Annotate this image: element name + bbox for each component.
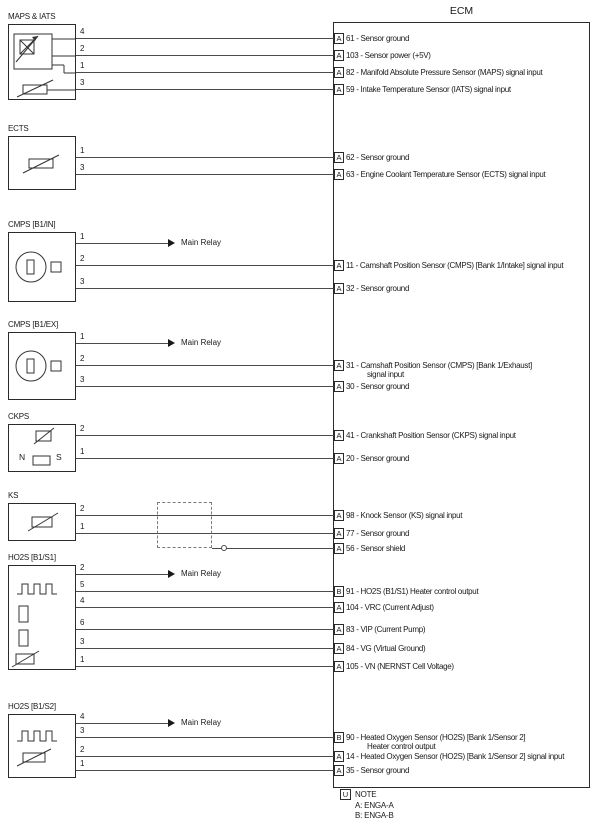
wire-ho2s1-5-b91 <box>76 591 334 592</box>
ecm-pin-a62 <box>334 151 409 163</box>
pin-number: 2 <box>80 424 85 433</box>
wire-ho2s2-relay <box>76 723 168 724</box>
magnet-north-label: N <box>19 452 26 462</box>
ecm-pin-a105 <box>334 660 454 672</box>
pin-label: 104 - VRC (Current Adjust) <box>346 602 434 612</box>
pin-number: 2 <box>80 745 85 754</box>
wire-cmpsin-relay <box>76 243 168 244</box>
pin-label: 63 - Engine Coolant Temperature Sensor (ECTS) signal input <box>346 169 546 179</box>
wire-ects-1-a62 <box>76 157 334 158</box>
connector-letter: B <box>334 732 344 743</box>
ecm-pin-a20 <box>334 452 409 464</box>
ecm-pin-a56 <box>334 542 405 554</box>
wire-maps-1-a82 <box>76 72 334 73</box>
sensor-box-ho2s-s1 <box>8 565 76 670</box>
pin-number: 3 <box>80 163 85 172</box>
ecm-pin-a104 <box>334 601 434 613</box>
connector-letter: A <box>334 169 344 180</box>
note-label: NOTE <box>355 790 377 799</box>
pin-number: 1 <box>80 655 85 664</box>
ecm-pin-a61 <box>334 32 409 44</box>
pin-number: 1 <box>80 522 85 531</box>
sensor-box-ho2s-s2 <box>8 714 76 778</box>
ecm-pin-a77 <box>334 527 409 539</box>
pin-number: 2 <box>80 354 85 363</box>
oxygen-sensor-icon <box>9 715 75 777</box>
main-relay-arrow <box>168 719 175 727</box>
ecm-box <box>333 22 590 788</box>
ecm-pin-a31 <box>334 359 532 371</box>
ecm-pin-a41 <box>334 429 516 441</box>
thermistor-icon <box>9 137 75 189</box>
note-line-a: A: ENGA-A <box>355 801 394 810</box>
connector-letter: A <box>334 381 344 392</box>
main-relay-arrow <box>168 239 175 247</box>
sensor-label-ckps: CKPS <box>8 412 29 421</box>
connector-letter: A <box>334 602 344 613</box>
wire-cmpsin-3-a32 <box>76 288 334 289</box>
wire-ho2s1-3-a84 <box>76 648 334 649</box>
wire-ckps-1-a20 <box>76 458 334 459</box>
pin-label: 11 - Camshaft Position Sensor (CMPS) [Bank 1/Intake] signal input <box>346 260 564 270</box>
sensor-label-ho2s-s2: HO2S [B1/S2] <box>8 702 56 711</box>
pin-number: 1 <box>80 61 85 70</box>
ecm-pin-a35 <box>334 764 409 776</box>
connector-letter: A <box>334 543 344 554</box>
connector-letter: A <box>334 510 344 521</box>
connector-letter: A <box>334 528 344 539</box>
wire-ho2s1-6-a83 <box>76 629 334 630</box>
pin-label: 82 - Manifold Absolute Pressure Sensor (MAPS) signal input <box>346 67 543 77</box>
pin-number: 2 <box>80 563 85 572</box>
connector-letter: A <box>334 751 344 762</box>
main-relay-arrow <box>168 570 175 578</box>
pin-number: 4 <box>80 712 85 721</box>
ecm-pin-a31-line2: signal input <box>367 370 404 379</box>
sensor-label-ho2s-s1: HO2S [B1/S1] <box>8 553 56 562</box>
pin-number: 3 <box>80 78 85 87</box>
wire-maps-4-a61 <box>76 38 334 39</box>
main-relay-arrow <box>168 339 175 347</box>
pin-number: 2 <box>80 254 85 263</box>
main-relay-label: Main Relay <box>181 569 222 578</box>
sensor-label-cmps-ex: CMPS [B1/EX] <box>8 320 59 329</box>
pin-number: 3 <box>80 277 85 286</box>
pin-label: 32 - Sensor ground <box>346 283 410 293</box>
main-relay-label: Main Relay <box>181 238 222 247</box>
pin-number: 1 <box>80 232 85 241</box>
connector-letter: A <box>334 260 344 271</box>
hall-sensor-icon <box>9 233 75 301</box>
wire-maps-2-a103 <box>76 55 334 56</box>
ecm-pin-b91 <box>334 585 478 597</box>
pin-label: 105 - VN (NERNST Cell Voltage) <box>346 661 454 671</box>
pin-label: 77 - Sensor ground <box>346 528 410 538</box>
wire-maps-3-a59 <box>76 89 334 90</box>
ecm-pin-a63 <box>334 168 545 180</box>
main-relay-label: Main Relay <box>181 718 222 727</box>
pin-number: 5 <box>80 580 85 589</box>
note-icon: U <box>340 789 351 800</box>
wire-cmpsex-2-a31 <box>76 365 334 366</box>
wire-ho2s1-4-a104 <box>76 607 334 608</box>
pin-label: 59 - Intake Temperature Sensor (IATS) signal input <box>346 84 511 94</box>
sensor-label-maps-iats: MAPS & IATS <box>8 12 56 21</box>
shield-junction-icon <box>221 545 227 551</box>
wire-ho2s1-relay <box>76 574 168 575</box>
connector-letter: A <box>334 50 344 61</box>
ecm-pin-a59 <box>334 83 511 95</box>
ecm-pin-a14 <box>334 750 564 762</box>
ecm-pin-a11 <box>334 259 563 271</box>
connector-letter: A <box>334 430 344 441</box>
sensor-label-ects: ECTS <box>8 124 29 133</box>
ecm-pin-a103 <box>334 49 431 61</box>
pressure-temp-sensor-icon <box>9 25 75 99</box>
connector-letter: A <box>334 33 344 44</box>
pin-label: 83 - VIP (Current Pump) <box>346 624 426 634</box>
pin-label: 56 - Sensor shield <box>346 543 406 553</box>
sensor-box-ks <box>8 503 76 541</box>
pin-number: 3 <box>80 637 85 646</box>
wire-ho2s2-3-b90 <box>76 737 334 738</box>
sensor-box-ckps <box>8 424 76 472</box>
connector-letter: A <box>334 283 344 294</box>
sensor-box-maps-iats <box>8 24 76 100</box>
connector-letter: A <box>334 765 344 776</box>
ecm-pin-a32 <box>334 282 409 294</box>
connector-letter: B <box>334 586 344 597</box>
pin-number: 6 <box>80 618 85 627</box>
ks-shield-box <box>157 502 212 548</box>
wire-ho2s1-1-a105 <box>76 666 334 667</box>
connector-letter: A <box>334 67 344 78</box>
pin-number: 1 <box>80 759 85 768</box>
connector-letter: A <box>334 661 344 672</box>
sensor-box-cmps-ex <box>8 332 76 400</box>
pin-label: 30 - Sensor ground <box>346 381 410 391</box>
pin-number: 4 <box>80 596 85 605</box>
pin-label: 84 - VG (Virtual Ground) <box>346 643 426 653</box>
wire-cmpsex-3-a30 <box>76 386 334 387</box>
pin-number: 3 <box>80 375 85 384</box>
wire-cmpsex-relay <box>76 343 168 344</box>
ecm-pin-a30 <box>334 380 409 392</box>
sensor-label-ks: KS <box>8 491 19 500</box>
ecm-title: ECM <box>449 5 474 17</box>
connector-letter: A <box>334 643 344 654</box>
connector-letter: A <box>334 624 344 635</box>
magnetic-pickup-icon <box>9 425 75 471</box>
pin-number: 3 <box>80 726 85 735</box>
pin-number: 2 <box>80 504 85 513</box>
sensor-label-cmps-in: CMPS [B1/IN] <box>8 220 56 229</box>
connector-letter: A <box>334 360 344 371</box>
connector-letter: A <box>334 84 344 95</box>
pin-label: 91 - HO2S (B1/S1) Heater control output <box>346 586 479 596</box>
pin-number: 1 <box>80 332 85 341</box>
wire-ho2s2-1-a35 <box>76 770 334 771</box>
wire-ects-3-a63 <box>76 174 334 175</box>
pin-number: 1 <box>80 447 85 456</box>
oxygen-sensor-icon <box>9 566 75 669</box>
pin-label: 61 - Sensor ground <box>346 33 410 43</box>
wire-ckps-2-a41 <box>76 435 334 436</box>
ecm-pin-a84 <box>334 642 425 654</box>
pin-label: 14 - Heated Oxygen Sensor (HO2S) [Bank 1/Sensor 2] signal input <box>346 751 565 761</box>
pin-label: 41 - Crankshaft Position Sensor (CKPS) signal input <box>346 430 516 440</box>
ecm-pin-a83 <box>334 623 425 635</box>
sensor-box-ects <box>8 136 76 190</box>
pin-number: 1 <box>80 146 85 155</box>
ecm-pin-b90-line2: Heater control output <box>367 742 436 751</box>
magnet-south-label: S <box>56 452 62 462</box>
ecm-pin-a98 <box>334 509 462 521</box>
hall-sensor-icon <box>9 333 75 399</box>
pin-label: 62 - Sensor ground <box>346 152 410 162</box>
wire-cmpsin-2-a11 <box>76 265 334 266</box>
connector-letter: A <box>334 453 344 464</box>
pin-label: 20 - Sensor ground <box>346 453 410 463</box>
wire-shield-a56 <box>212 548 334 549</box>
ecm-pin-a82 <box>334 66 542 78</box>
note-line-b: B: ENGA-B <box>355 811 394 820</box>
sensor-box-cmps-in <box>8 232 76 302</box>
connector-letter: A <box>334 152 344 163</box>
main-relay-label: Main Relay <box>181 338 222 347</box>
pin-label: 35 - Sensor ground <box>346 765 410 775</box>
pin-label: 90 - Heated Oxygen Sensor (HO2S) [Bank 1/Sensor 2] <box>346 732 526 742</box>
pin-label: 98 - Knock Sensor (KS) signal input <box>346 510 463 520</box>
pin-number: 2 <box>80 44 85 53</box>
pin-label: 103 - Sensor power (+5V) <box>346 50 431 60</box>
wire-ho2s2-2-a14 <box>76 756 334 757</box>
knock-sensor-icon <box>9 504 75 540</box>
pin-number: 4 <box>80 27 85 36</box>
pin-label: 31 - Camshaft Position Sensor (CMPS) [Bank 1/Exhaust] <box>346 360 532 370</box>
